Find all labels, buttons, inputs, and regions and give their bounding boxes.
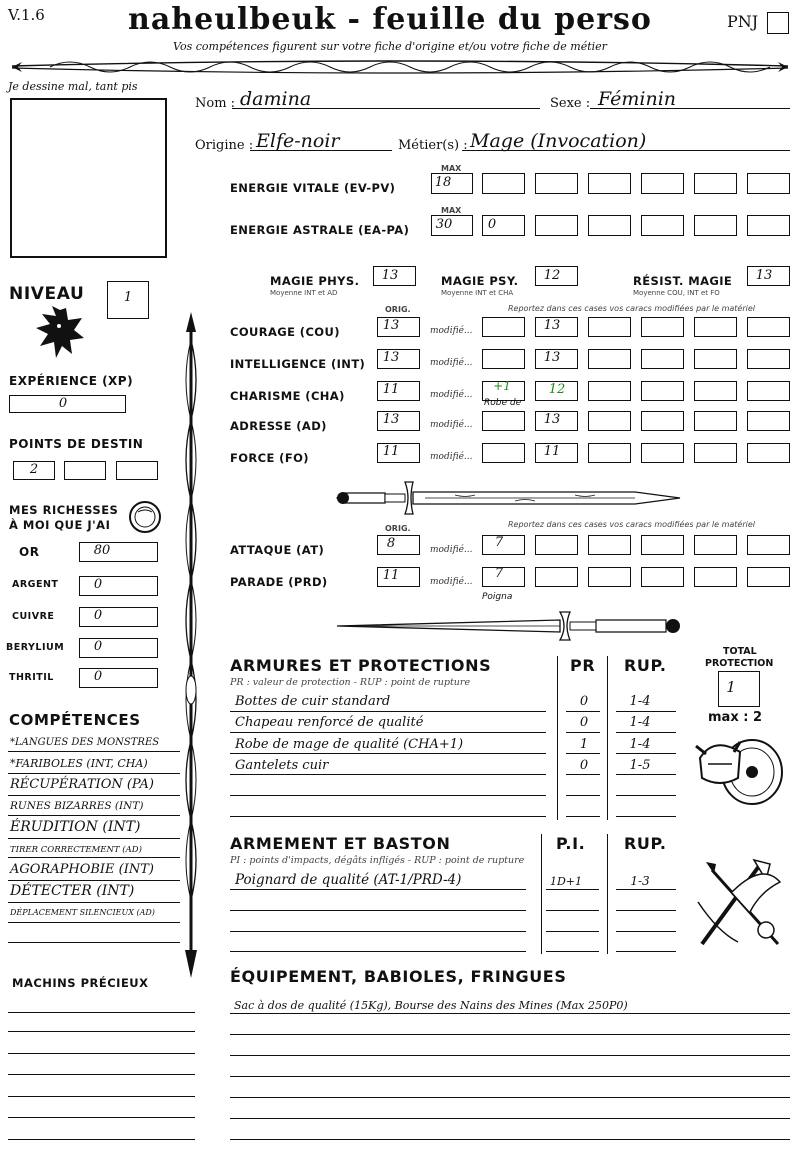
- metier-label: Métier(s) :: [398, 138, 468, 153]
- machins-line: [8, 1012, 195, 1013]
- armement-divider: [607, 834, 608, 954]
- or-value: 80: [93, 543, 111, 558]
- total-protection-label-2: PROTECTION: [705, 658, 774, 669]
- experience-label: EXPÉRIENCE (XP): [9, 374, 134, 388]
- armure-rup: 1-5: [629, 758, 651, 773]
- armure-line: [230, 753, 546, 754]
- equipement-title: ÉQUIPEMENT, BABIOLES, FRINGUES: [230, 967, 567, 986]
- carac-orig-cou: 13: [382, 318, 400, 333]
- combat-modif-label-prd: modifié...: [430, 577, 473, 587]
- ev-box-2[interactable]: [535, 173, 578, 194]
- armure-line: [230, 795, 546, 796]
- vine-divider: [10, 52, 790, 78]
- armure-rup-line: [616, 753, 676, 754]
- arme-rup-line: [616, 889, 676, 890]
- magie-phys-value: 13: [381, 268, 399, 283]
- equipement-line: [230, 1013, 790, 1014]
- page-title: naheulbeuk - feuille du perso: [128, 2, 652, 37]
- carac-bonus-box-int[interactable]: [482, 349, 525, 369]
- armure-pr-line: [566, 816, 600, 817]
- portrait-box[interactable]: [10, 98, 167, 258]
- armure-rup-line: [616, 774, 676, 775]
- or-label: OR: [19, 545, 40, 559]
- destin-box-3[interactable]: [116, 461, 158, 480]
- carac-mod-ad: 13: [543, 412, 561, 427]
- machins-label: MACHINS PRÉCIEUX: [12, 976, 149, 990]
- ea-box-3[interactable]: [588, 215, 631, 236]
- armure-line: [230, 732, 546, 733]
- combat-box-prd-5[interactable]: [694, 567, 737, 587]
- page-subtitle: Vos compétences figurent sur votre fiche d'origine et/ou votre fiche de métier: [173, 40, 607, 53]
- thritil-value: 0: [93, 669, 103, 684]
- arme-pi-line: [546, 951, 599, 952]
- combat-box-at-3[interactable]: [588, 535, 631, 555]
- competence-item: TIRER CORRECTEMENT (AD): [10, 845, 142, 855]
- carac-mod-cha: 12: [548, 382, 566, 397]
- competence-item: DÉTECTER (INT): [10, 883, 135, 899]
- carac-box-ad-3[interactable]: [588, 411, 631, 431]
- carac-box-ad-6[interactable]: [747, 411, 790, 431]
- argent-value: 0: [93, 577, 103, 592]
- resist-magie-sub: Moyenne COU, INT et FO: [633, 289, 720, 297]
- armure-pr: 0: [579, 694, 589, 709]
- competence-line: [8, 773, 180, 774]
- arme-line: [230, 931, 526, 932]
- machins-line: [8, 1074, 195, 1075]
- niveau-label: NIVEAU: [9, 284, 85, 304]
- magie-psy-label: MAGIE PSY.: [441, 274, 519, 288]
- combat-modif-label-at: modifié...: [430, 545, 473, 555]
- equipement-line: [230, 1118, 790, 1119]
- ev-box-1[interactable]: [482, 173, 525, 194]
- competence-item: DÉPLACEMENT SILENCIEUX (AD): [10, 908, 155, 917]
- ev-box-3[interactable]: [588, 173, 631, 194]
- carac-bonus-note-cha: Robe de: [484, 398, 522, 408]
- nom-label: Nom :: [195, 96, 236, 111]
- carac-modif-label-fo: modifié...: [430, 452, 473, 462]
- sexe-line: [590, 108, 790, 109]
- destin-box-2[interactable]: [64, 461, 106, 480]
- carac-label-ad: ADRESSE (AD): [230, 419, 327, 433]
- armement-title: ARMEMENT ET BASTON: [230, 834, 451, 853]
- carac-bonus-box-cou[interactable]: [482, 317, 525, 337]
- equipement-line: [230, 1139, 790, 1140]
- combat-orig-at: 8: [386, 536, 396, 551]
- arme-pi-line: [546, 910, 599, 911]
- carac-box-cou-5[interactable]: [694, 317, 737, 337]
- arme-line: [230, 951, 526, 952]
- equipement-line: [230, 1097, 790, 1098]
- arme-rup: 1-3: [630, 874, 650, 888]
- competence-line: [8, 815, 180, 816]
- combat-mod-prd: 7: [494, 566, 504, 581]
- armures-divider: [607, 656, 608, 820]
- machins-line: [8, 1053, 195, 1054]
- sexe-value[interactable]: Féminin: [598, 88, 677, 110]
- combat-mod-at: 7: [494, 535, 504, 550]
- berylium-label: BERYLIUM: [6, 642, 65, 653]
- armures-divider: [557, 656, 558, 820]
- combat-box-prd-6[interactable]: [747, 567, 790, 587]
- equipement-line: [230, 1076, 790, 1077]
- nom-line: [232, 108, 540, 109]
- equipement-line-1: Sac à dos de qualité (15Kg), Bourse des Nains des Mines (Max 250P0): [234, 999, 628, 1012]
- armures-col-rup: RUP.: [624, 656, 667, 675]
- nom-value[interactable]: damina: [240, 88, 312, 110]
- carac-box-cha-4[interactable]: [641, 381, 684, 401]
- competence-line: [8, 922, 180, 923]
- carac-mod-fo: 11: [543, 444, 561, 459]
- armure-pr-line: [566, 795, 600, 796]
- combat-note: Reportez dans ces cases vos caracs modifiées par le matériel: [508, 520, 755, 529]
- competence-line: [8, 880, 180, 881]
- arme-name: Poignard de qualité (AT-1/PRD-4): [235, 872, 462, 888]
- ev-box-5[interactable]: [694, 173, 737, 194]
- berylium-value: 0: [93, 639, 103, 654]
- metier-line: [462, 150, 790, 151]
- destin-value: 2: [29, 462, 39, 477]
- combat-label-at: ATTAQUE (AT): [230, 543, 325, 557]
- carac-box-int-4[interactable]: [641, 349, 684, 369]
- competence-line: [8, 942, 180, 943]
- protection-max: max : 2: [708, 710, 762, 725]
- competence-item: AGORAPHOBIE (INT): [10, 862, 154, 877]
- carac-box-fo-4[interactable]: [641, 443, 684, 463]
- competence-item: *LANGUES DES MONSTRES: [10, 737, 160, 748]
- arme-line: [230, 910, 526, 911]
- arme-pi-line: [546, 889, 599, 890]
- machins-line: [8, 1139, 195, 1140]
- metier-value[interactable]: Mage (Invocation): [470, 130, 647, 152]
- ea-current-value: 0: [487, 217, 497, 232]
- carac-box-ad-4[interactable]: [641, 411, 684, 431]
- niveau-value: 1: [123, 290, 133, 305]
- coin-icon: [128, 500, 162, 534]
- richesses-label-2: À MOI QUE J'AI: [9, 518, 111, 532]
- carac-box-cha-5[interactable]: [694, 381, 737, 401]
- combat-orig-label: ORIG.: [385, 524, 411, 533]
- weapons-icon: [692, 852, 788, 952]
- cuivre-value: 0: [93, 608, 103, 623]
- carac-box-cha-6[interactable]: [747, 381, 790, 401]
- ev-box-6[interactable]: [747, 173, 790, 194]
- ea-box-2[interactable]: [535, 215, 578, 236]
- sword-illustration: [335, 478, 685, 518]
- carac-box-cha-3[interactable]: [588, 381, 631, 401]
- carac-modif-label-cha: modifié...: [430, 390, 473, 400]
- armement-subtitle: PI : points d'impacts, dégâts infligés - RUP : point de rupture: [230, 855, 525, 866]
- armement-col-rup: RUP.: [624, 834, 667, 853]
- competence-line: [8, 838, 180, 839]
- combat-box-at-6[interactable]: [747, 535, 790, 555]
- arme-pi-line: [546, 931, 599, 932]
- arme-rup-line: [616, 931, 676, 932]
- carac-label-int: INTELLIGENCE (INT): [230, 357, 366, 371]
- armure-rup: 1-4: [629, 715, 651, 730]
- combat-box-prd-3[interactable]: [588, 567, 631, 587]
- total-protection-label-1: TOTAL: [723, 646, 757, 657]
- combat-orig-prd: 11: [382, 568, 400, 583]
- carac-orig-fo: 11: [382, 444, 400, 459]
- machins-line: [8, 1096, 195, 1097]
- competence-item: RUNES BIZARRES (INT): [10, 800, 144, 812]
- carac-box-fo-6[interactable]: [747, 443, 790, 463]
- competence-line: [8, 857, 180, 858]
- arme-pi: 1D+1: [549, 875, 583, 888]
- resist-magie-label: RÉSIST. MAGIE: [633, 274, 733, 288]
- competence-line: [8, 751, 180, 752]
- armure-pr-line: [566, 711, 600, 712]
- carac-box-ad-5[interactable]: [694, 411, 737, 431]
- carac-orig-int: 13: [382, 350, 400, 365]
- carac-label-cha: CHARISME (CHA): [230, 389, 345, 403]
- origine-line: [250, 150, 392, 151]
- armure-pr-line: [566, 774, 600, 775]
- carac-mod-int: 13: [543, 350, 561, 365]
- equipement-line: [230, 1034, 790, 1035]
- magie-psy-value: 12: [543, 268, 561, 283]
- carac-orig-ad: 13: [382, 412, 400, 427]
- cuivre-label: CUIVRE: [12, 611, 55, 622]
- thritil-label: THRITIL: [9, 672, 54, 683]
- carac-modif-label-int: modifié...: [430, 358, 473, 368]
- armement-divider: [541, 834, 542, 954]
- armure-pr: 0: [579, 715, 589, 730]
- ev-max-value: 18: [434, 175, 452, 190]
- caracs-orig-label: ORIG.: [385, 305, 411, 314]
- armure-line: [230, 774, 546, 775]
- competence-line: [8, 795, 180, 796]
- armure-name: Bottes de cuir standard: [235, 694, 391, 709]
- armure-pr-line: [566, 732, 600, 733]
- ea-box-6[interactable]: [747, 215, 790, 236]
- armure-pr-line: [566, 753, 600, 754]
- armure-line: [230, 816, 546, 817]
- ea-box-4[interactable]: [641, 215, 684, 236]
- carac-modif-label-ad: modifié...: [430, 420, 473, 430]
- ev-max-label: MAX: [441, 164, 462, 173]
- armure-rup-line: [616, 795, 676, 796]
- armure-name: Robe de mage de qualité (CHA+1): [235, 737, 464, 752]
- portrait-label: Je dessine mal, tant pis: [8, 80, 138, 93]
- sexe-label: Sexe :: [550, 96, 591, 111]
- ev-box-4[interactable]: [641, 173, 684, 194]
- arme-rup-line: [616, 951, 676, 952]
- competence-item: ÉRUDITION (INT): [10, 819, 141, 835]
- carac-orig-cha: 11: [382, 382, 400, 397]
- armure-name: Gantelets cuir: [235, 758, 329, 773]
- combat-box-at-5[interactable]: [694, 535, 737, 555]
- armures-col-pr: PR: [570, 656, 596, 675]
- argent-label: ARGENT: [12, 579, 59, 590]
- carac-box-int-6[interactable]: [747, 349, 790, 369]
- magie-phys-label: MAGIE PHYS.: [270, 274, 360, 288]
- origine-value[interactable]: Elfe-noir: [256, 130, 340, 152]
- pnj-checkbox[interactable]: [767, 12, 789, 34]
- armure-rup-line: [616, 732, 676, 733]
- machins-line: [8, 1117, 195, 1118]
- richesses-label-1: MES RICHESSES: [9, 503, 119, 517]
- combat-box-prd-2[interactable]: [535, 567, 578, 587]
- experience-value: 0: [58, 396, 68, 411]
- ea-max-value: 30: [435, 217, 453, 232]
- carac-modif-label-cou: modifié...: [430, 326, 473, 336]
- destin-label: POINTS DE DESTIN: [9, 437, 144, 451]
- resist-magie-value: 13: [755, 268, 773, 283]
- magie-psy-sub: Moyenne INT et CHA: [441, 289, 514, 297]
- pnj-label: PNJ: [727, 12, 759, 31]
- armure-line: [230, 711, 546, 712]
- dragon-icon: [32, 304, 88, 364]
- armures-title: ARMURES ET PROTECTIONS: [230, 656, 492, 675]
- combat-label-prd: PARADE (PRD): [230, 575, 328, 589]
- armure-rup-line: [616, 816, 676, 817]
- arme-rup-line: [616, 910, 676, 911]
- total-protection-value: 1: [726, 678, 736, 696]
- competences-label: COMPÉTENCES: [9, 711, 141, 729]
- combat-box-at-2[interactable]: [535, 535, 578, 555]
- carac-box-cou-4[interactable]: [641, 317, 684, 337]
- carac-mod-cou: 13: [543, 318, 561, 333]
- helmet-shield-icon: [694, 724, 786, 808]
- ea-label: ENERGIE ASTRALE (EA-PA): [230, 223, 410, 237]
- carac-bonus-box-ad[interactable]: [482, 411, 525, 431]
- version-label: V.1.6: [8, 6, 45, 24]
- carac-box-fo-3[interactable]: [588, 443, 631, 463]
- combat-box-prd-4[interactable]: [641, 567, 684, 587]
- competence-item: *FARIBOLES (INT, CHA): [10, 757, 148, 770]
- sword-illustration-2: [335, 606, 685, 646]
- armure-rup: 1-4: [629, 694, 651, 709]
- armure-pr: 0: [579, 758, 589, 773]
- ea-box-5[interactable]: [694, 215, 737, 236]
- armure-rup-line: [616, 711, 676, 712]
- machins-line: [8, 1031, 195, 1032]
- ev-label: ENERGIE VITALE (EV-PV): [230, 181, 396, 195]
- arme-line: [230, 889, 526, 890]
- ea-max-label: MAX: [441, 206, 462, 215]
- carac-box-fo-5[interactable]: [694, 443, 737, 463]
- combat-note-prd: Poigna: [482, 592, 513, 602]
- armures-subtitle: PR : valeur de protection - RUP : point de rupture: [230, 677, 471, 688]
- carac-label-fo: FORCE (FO): [230, 451, 309, 465]
- competence-item: RÉCUPÉRATION (PA): [10, 777, 154, 792]
- armure-pr: 1: [579, 737, 589, 752]
- carac-bonus-cha: +1: [493, 379, 511, 393]
- carac-box-int-3[interactable]: [588, 349, 631, 369]
- armement-col-pi: P.I.: [556, 834, 586, 853]
- armure-name: Chapeau renforcé de qualité: [235, 715, 424, 730]
- competence-line: [8, 902, 180, 903]
- origine-label: Origine :: [195, 138, 254, 153]
- carac-box-cou-6[interactable]: [747, 317, 790, 337]
- armure-rup: 1-4: [629, 737, 651, 752]
- carac-box-cou-3[interactable]: [588, 317, 631, 337]
- carac-bonus-box-fo[interactable]: [482, 443, 525, 463]
- caracs-note: Reportez dans ces cases vos caracs modifiées par le matériel: [508, 304, 755, 313]
- magie-phys-sub: Moyenne INT et AD: [270, 289, 338, 297]
- combat-box-at-4[interactable]: [641, 535, 684, 555]
- staff-divider: [176, 310, 206, 980]
- equipement-line: [230, 1055, 790, 1056]
- carac-box-int-5[interactable]: [694, 349, 737, 369]
- carac-label-cou: COURAGE (COU): [230, 325, 340, 339]
